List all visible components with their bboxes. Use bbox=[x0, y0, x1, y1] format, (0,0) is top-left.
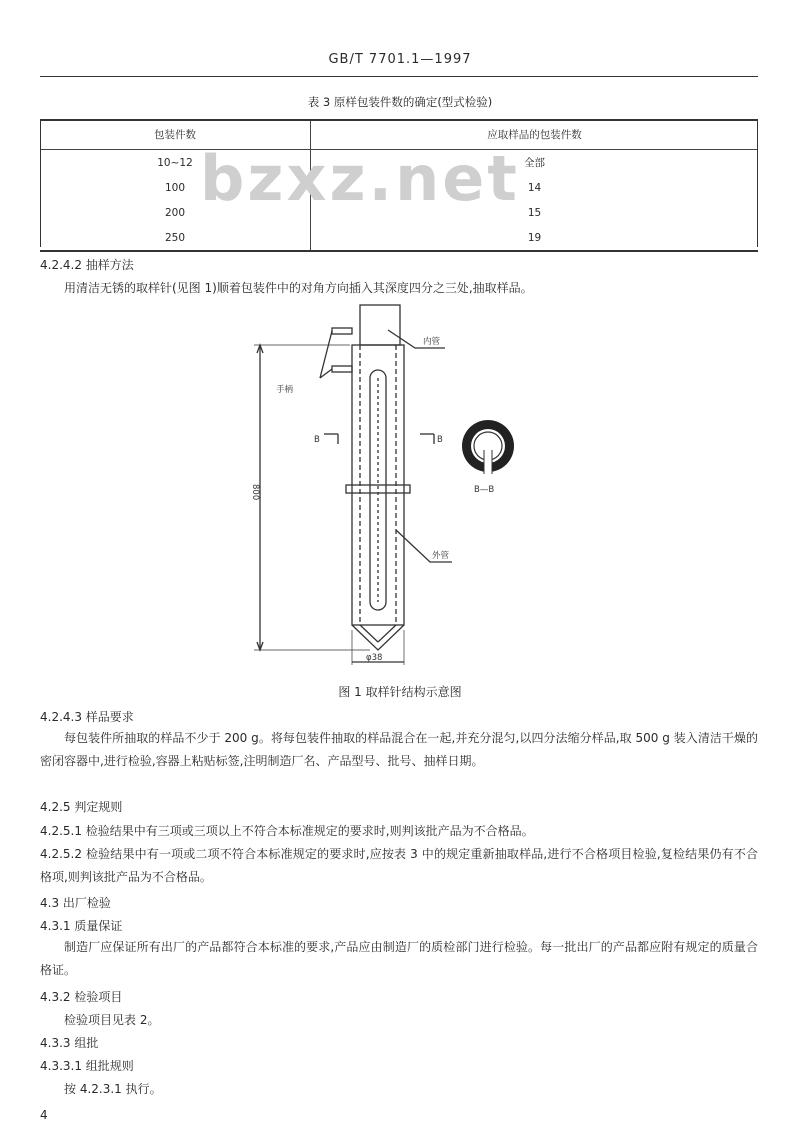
section-4-2-5-1-text: 4.2.5.1 检验结果中有三项或三项以上不符合本标准规定的要求时,则判该批产品为不合格品。 bbox=[40, 824, 534, 838]
section-4-2-4-3-title: 4.2.4.3 样品要求 bbox=[40, 710, 134, 724]
table-cell: 10~12 bbox=[40, 150, 311, 176]
standard-number: GB/T 7701.1—1997 bbox=[328, 52, 472, 67]
header-rule bbox=[40, 76, 758, 77]
section-4-3-2-title: 4.3.2 检验项目 bbox=[40, 990, 123, 1004]
table-header-package-count: 包装件数 bbox=[40, 119, 311, 150]
section-4-3-1-text: 制造厂应保证所有出厂的产品都符合本标准的要求,产品应由制造厂的质检部门进行检验。每一批出厂的产品都应附有规定的质量合格证。 bbox=[40, 940, 758, 977]
section-4-2-5-2-text: 4.2.5.2 检验结果中有一项或二项不符合本标准规定的要求时,应按表 3 中的规定重新抽取样品,进行不合格项目检验,复检结果仍有不合格项,则判该批产品为不合格品。 bbox=[40, 847, 758, 884]
label-section-b-right: B bbox=[437, 435, 443, 445]
section-4-2-4-3-text: 每包装件所抽取的样品不少于 200 g。将每包装件抽取的样品混合在一起,并充分混匀,以四分法缩分样品,取 500 g 装入清洁干燥的密闭容器中,进行检验,容器上粘贴标签,注明制造厂名、产品型号、批号、抽样日期。 bbox=[40, 731, 758, 768]
table-cell: 250 bbox=[40, 225, 311, 251]
table-3-caption: 表 3 原样包装件数的确定(型式检验) bbox=[307, 95, 493, 109]
page-number: 4 bbox=[40, 1108, 48, 1122]
section-4-3-title: 4.3 出厂检验 bbox=[40, 896, 111, 910]
section-4-2-5-title: 4.2.5 判定规则 bbox=[40, 800, 123, 814]
table-cell: 14 bbox=[527, 181, 542, 194]
section-4-3-2-text: 检验项目见表 2。 bbox=[64, 1013, 160, 1027]
table-header-sample-count: 应取样品的包装件数 bbox=[311, 119, 759, 150]
label-handle: 手柄 bbox=[276, 385, 294, 395]
table-cell: 19 bbox=[311, 225, 759, 251]
section-4-3-3-1-text: 按 4.2.3.1 执行。 bbox=[64, 1082, 162, 1096]
section-4-3-3-title: 4.3.3 组批 bbox=[40, 1036, 99, 1050]
label-diameter-dimension: φ38 bbox=[366, 653, 383, 663]
label-length-dimension: 800 bbox=[250, 484, 260, 501]
table-row bbox=[40, 225, 758, 251]
label-section-bb: B—B bbox=[474, 485, 495, 495]
label-inner-tube: 内管 bbox=[423, 337, 441, 347]
label-section-b-left: B bbox=[314, 435, 320, 445]
table-cell: 200 bbox=[40, 200, 311, 225]
section-4-2-4-2-text: 用清洁无锈的取样针(见图 1)顺着包装件中的对角方向插入其深度四分之三处,抽取样品。 bbox=[64, 281, 533, 295]
figure-1-sampling-probe bbox=[220, 300, 580, 680]
table-cell: 15 bbox=[527, 206, 542, 219]
table-cell: 100 bbox=[40, 175, 311, 200]
watermark: bzxz.net bbox=[200, 142, 520, 215]
label-outer-tube: 外管 bbox=[432, 551, 450, 561]
table-cell: 全部 bbox=[524, 157, 545, 169]
section-4-3-1-title: 4.3.1 质量保证 bbox=[40, 919, 123, 933]
section-4-2-4-2-title: 4.2.4.2 抽样方法 bbox=[40, 258, 134, 272]
figure-1-caption: 图 1 取样针结构示意图 bbox=[338, 685, 462, 699]
section-4-3-3-1-title: 4.3.3.1 组批规则 bbox=[40, 1059, 134, 1073]
